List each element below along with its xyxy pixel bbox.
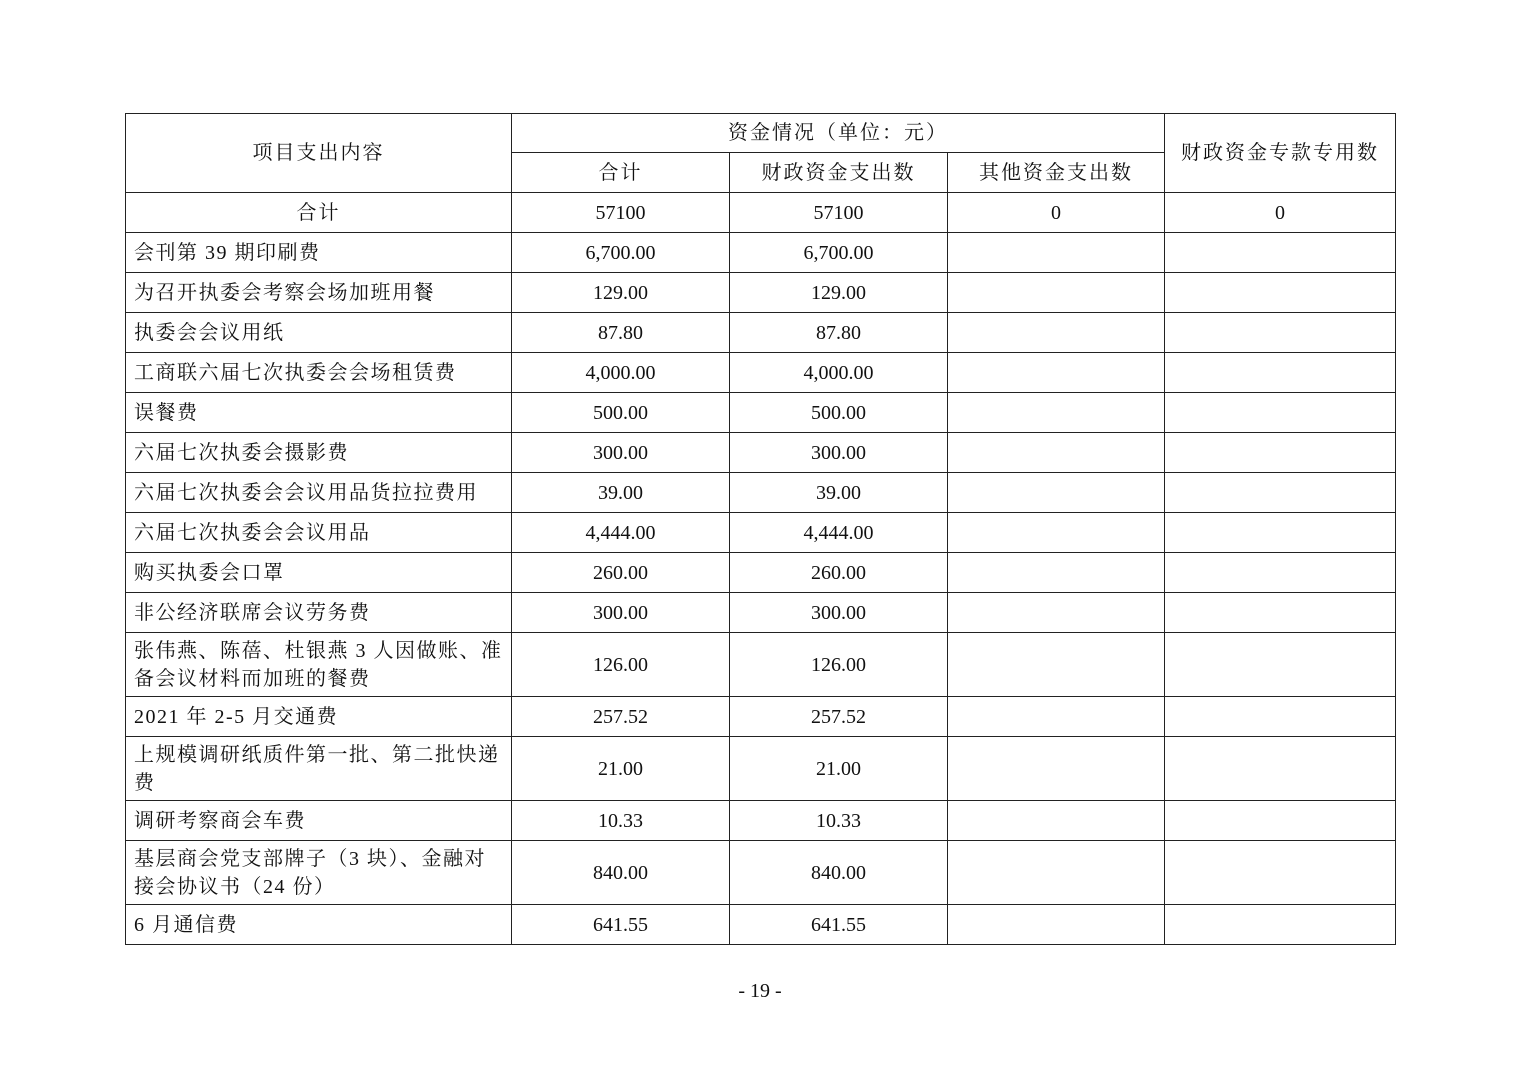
row-fiscal: 21.00 — [730, 737, 948, 801]
table-row — [126, 393, 1396, 433]
table-row — [126, 353, 1396, 393]
row-fiscal: 257.52 — [730, 697, 948, 737]
table-row — [126, 697, 1396, 737]
summary-other: 0 — [948, 193, 1165, 233]
row-fiscal: 300.00 — [730, 433, 948, 473]
table-row — [126, 737, 1396, 801]
row-other — [948, 801, 1165, 841]
header-fiscal: 财政资金支出数 — [730, 153, 948, 193]
row-item: 购买执委会口罩 — [126, 553, 512, 593]
row-other — [948, 593, 1165, 633]
row-other — [948, 697, 1165, 737]
row-fiscal: 300.00 — [730, 593, 948, 633]
row-special — [1165, 905, 1396, 945]
row-other — [948, 513, 1165, 553]
table-row — [126, 513, 1396, 553]
row-total: 300.00 — [512, 433, 730, 473]
row-other — [948, 905, 1165, 945]
row-other — [948, 737, 1165, 801]
row-item: 调研考察商会车费 — [126, 801, 512, 841]
header-funds-group: 资金情况（单位：元） — [512, 114, 1165, 153]
row-special — [1165, 393, 1396, 433]
table-row — [126, 313, 1396, 353]
table-row — [126, 553, 1396, 593]
row-total: 6,700.00 — [512, 233, 730, 273]
summary-total: 57100 — [512, 193, 730, 233]
row-total: 4,000.00 — [512, 353, 730, 393]
row-fiscal: 840.00 — [730, 841, 948, 905]
summary-special: 0 — [1165, 193, 1396, 233]
row-special — [1165, 473, 1396, 513]
row-other — [948, 313, 1165, 353]
table-row — [126, 473, 1396, 513]
row-special — [1165, 841, 1396, 905]
row-fiscal: 6,700.00 — [730, 233, 948, 273]
page-number: - 19 - — [738, 980, 782, 1002]
row-item: 误餐费 — [126, 393, 512, 433]
row-other — [948, 633, 1165, 697]
row-other — [948, 473, 1165, 513]
row-total: 10.33 — [512, 801, 730, 841]
row-fiscal: 10.33 — [730, 801, 948, 841]
row-total: 641.55 — [512, 905, 730, 945]
row-fiscal: 39.00 — [730, 473, 948, 513]
row-total: 300.00 — [512, 593, 730, 633]
row-other — [948, 553, 1165, 593]
row-fiscal: 4,444.00 — [730, 513, 948, 553]
table-row — [126, 273, 1396, 313]
row-other — [948, 841, 1165, 905]
row-total: 4,444.00 — [512, 513, 730, 553]
row-item: 基层商会党支部牌子（3 块）、金融对接会协议书（24 份） — [126, 841, 512, 905]
header-special: 财政资金专款专用数 — [1165, 114, 1396, 193]
row-item: 2021 年 2-5 月交通费 — [126, 697, 512, 737]
row-special — [1165, 233, 1396, 273]
row-special — [1165, 737, 1396, 801]
row-special — [1165, 513, 1396, 553]
row-fiscal: 126.00 — [730, 633, 948, 697]
row-special — [1165, 353, 1396, 393]
expense-table — [125, 113, 1396, 945]
row-fiscal: 4,000.00 — [730, 353, 948, 393]
row-total: 840.00 — [512, 841, 730, 905]
row-total: 500.00 — [512, 393, 730, 433]
row-special — [1165, 593, 1396, 633]
row-fiscal: 260.00 — [730, 553, 948, 593]
summary-row — [126, 193, 1396, 233]
row-special — [1165, 633, 1396, 697]
header-item-col: 项目支出内容 — [126, 114, 512, 193]
row-special — [1165, 801, 1396, 841]
row-fiscal: 641.55 — [730, 905, 948, 945]
row-total: 21.00 — [512, 737, 730, 801]
row-item: 上规模调研纸质件第一批、第二批快递费 — [126, 737, 512, 801]
summary-label: 合计 — [126, 193, 512, 233]
row-item: 6 月通信费 — [126, 905, 512, 945]
row-item: 执委会会议用纸 — [126, 313, 512, 353]
row-special — [1165, 273, 1396, 313]
row-total: 129.00 — [512, 273, 730, 313]
header-total: 合计 — [512, 153, 730, 193]
row-item: 张伟燕、陈蓓、杜银燕 3 人因做账、准备会议材料而加班的餐费 — [126, 633, 512, 697]
summary-fiscal: 57100 — [730, 193, 948, 233]
table-row — [126, 593, 1396, 633]
table-row — [126, 801, 1396, 841]
row-other — [948, 273, 1165, 313]
row-special — [1165, 553, 1396, 593]
row-fiscal: 500.00 — [730, 393, 948, 433]
row-item: 六届七次执委会会议用品 — [126, 513, 512, 553]
header-row-1 — [126, 114, 1396, 153]
row-special — [1165, 697, 1396, 737]
row-other — [948, 233, 1165, 273]
row-item: 会刊第 39 期印刷费 — [126, 233, 512, 273]
table-row — [126, 633, 1396, 697]
table-row — [126, 841, 1396, 905]
row-special — [1165, 433, 1396, 473]
row-other — [948, 353, 1165, 393]
row-item: 非公经济联席会议劳务费 — [126, 593, 512, 633]
row-other — [948, 433, 1165, 473]
row-fiscal: 87.80 — [730, 313, 948, 353]
row-item: 六届七次执委会会议用品货拉拉费用 — [126, 473, 512, 513]
table-row — [126, 433, 1396, 473]
row-other — [948, 393, 1165, 433]
row-total: 126.00 — [512, 633, 730, 697]
row-total: 257.52 — [512, 697, 730, 737]
table-row — [126, 233, 1396, 273]
row-special — [1165, 313, 1396, 353]
row-total: 87.80 — [512, 313, 730, 353]
row-total: 260.00 — [512, 553, 730, 593]
row-item: 六届七次执委会摄影费 — [126, 433, 512, 473]
row-total: 39.00 — [512, 473, 730, 513]
header-other: 其他资金支出数 — [948, 153, 1165, 193]
table-row — [126, 905, 1396, 945]
row-item: 工商联六届七次执委会会场租赁费 — [126, 353, 512, 393]
row-item: 为召开执委会考察会场加班用餐 — [126, 273, 512, 313]
row-fiscal: 129.00 — [730, 273, 948, 313]
